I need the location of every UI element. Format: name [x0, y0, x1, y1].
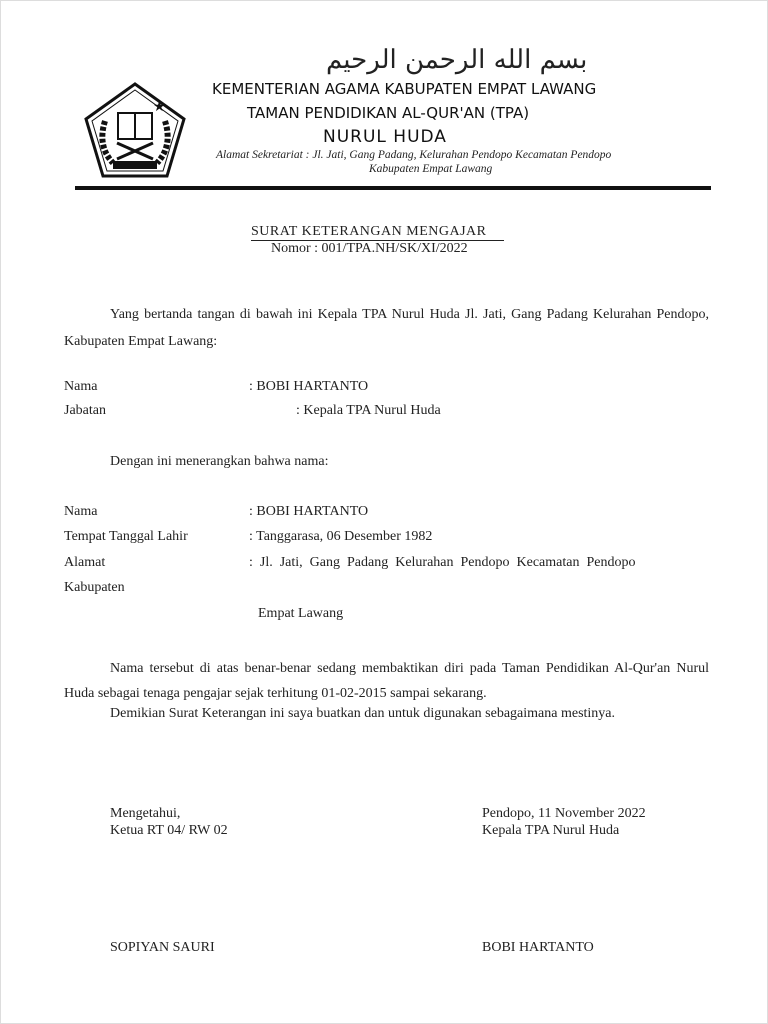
logo [83, 81, 187, 184]
closing-paragraph: Demikian Surat Keterangan ini saya buatkan dan untuk digunakan sebagaimana mestinya. [110, 706, 616, 721]
head-signatory-name: BOBI HARTANTO [482, 940, 594, 955]
birth-value: : Tanggarasa, 06 Desember 1982 [249, 529, 433, 544]
acknowledged-label: Mengetahui, [110, 806, 181, 821]
subject-name-label: Nama [64, 504, 98, 519]
school-name: NURUL HUDA [323, 127, 447, 147]
body-paragraph: Nama tersebut di atas benar-benar sedang membaktikan diri pada Taman Pendidikan Al-Qur'an Nurul Huda sebagai tenaga pengajar sejak terhitung 01-02-2015 sampai sekarang. [64, 661, 709, 701]
basmalah: بسم الله الرحمن الرحيم [326, 45, 588, 75]
svg-text:★: ★ [153, 100, 166, 115]
ministry-name: KEMENTERIAN AGAMA KABUPATEN EMPAT LAWANG [212, 80, 597, 98]
head-title: Kepala TPA Nurul Huda [482, 823, 620, 838]
address-label: Alamat [64, 555, 106, 570]
signer-position-label: Jabatan [64, 403, 106, 418]
signer-name-label: Nama [64, 379, 98, 394]
address-value: : Jl. Jati, Gang Padang Kelurahan Pendopo Kecamatan Pendopo [249, 555, 636, 570]
intro-paragraph: Yang bertanda tangan di bawah ini Kepala TPA Nurul Huda Jl. Jati, Gang Padang Kelurahan Pendopo, Kabupaten Empat Lawang: [64, 307, 709, 349]
letter-number: Nomor : 001/TPA.NH/SK/XI/2022 [271, 241, 468, 256]
signer-position-value: : Kepala TPA Nurul Huda [296, 403, 441, 418]
place-date: Pendopo, 11 November 2022 [482, 806, 646, 821]
birth-label: Tempat Tanggal Lahir [64, 529, 188, 544]
letter-title: SURAT KETERANGAN MENGAJAR [251, 224, 504, 241]
address-continued: Kabupaten [64, 580, 125, 595]
institution-name: TAMAN PENDIDIKAN AL-QUR'AN (TPA) [247, 104, 530, 122]
address-line1: Alamat Sekretariat : Jl. Jati, Gang Padang, Kelurahan Pendopo Kecamatan Pendopo [216, 149, 612, 161]
header-divider [75, 186, 711, 190]
signer-name-value: : BOBI HARTANTO [249, 379, 369, 394]
address-line2: Kabupaten Empat Lawang [369, 163, 493, 175]
rt-signatory-name: SOPIYAN SAURI [110, 940, 215, 955]
rt-title: Ketua RT 04/ RW 02 [110, 823, 228, 838]
statement: Dengan ini menerangkan bahwa nama: [110, 454, 329, 469]
subject-name-value: : BOBI HARTANTO [249, 504, 369, 519]
address-continued-2: Empat Lawang [258, 606, 344, 621]
